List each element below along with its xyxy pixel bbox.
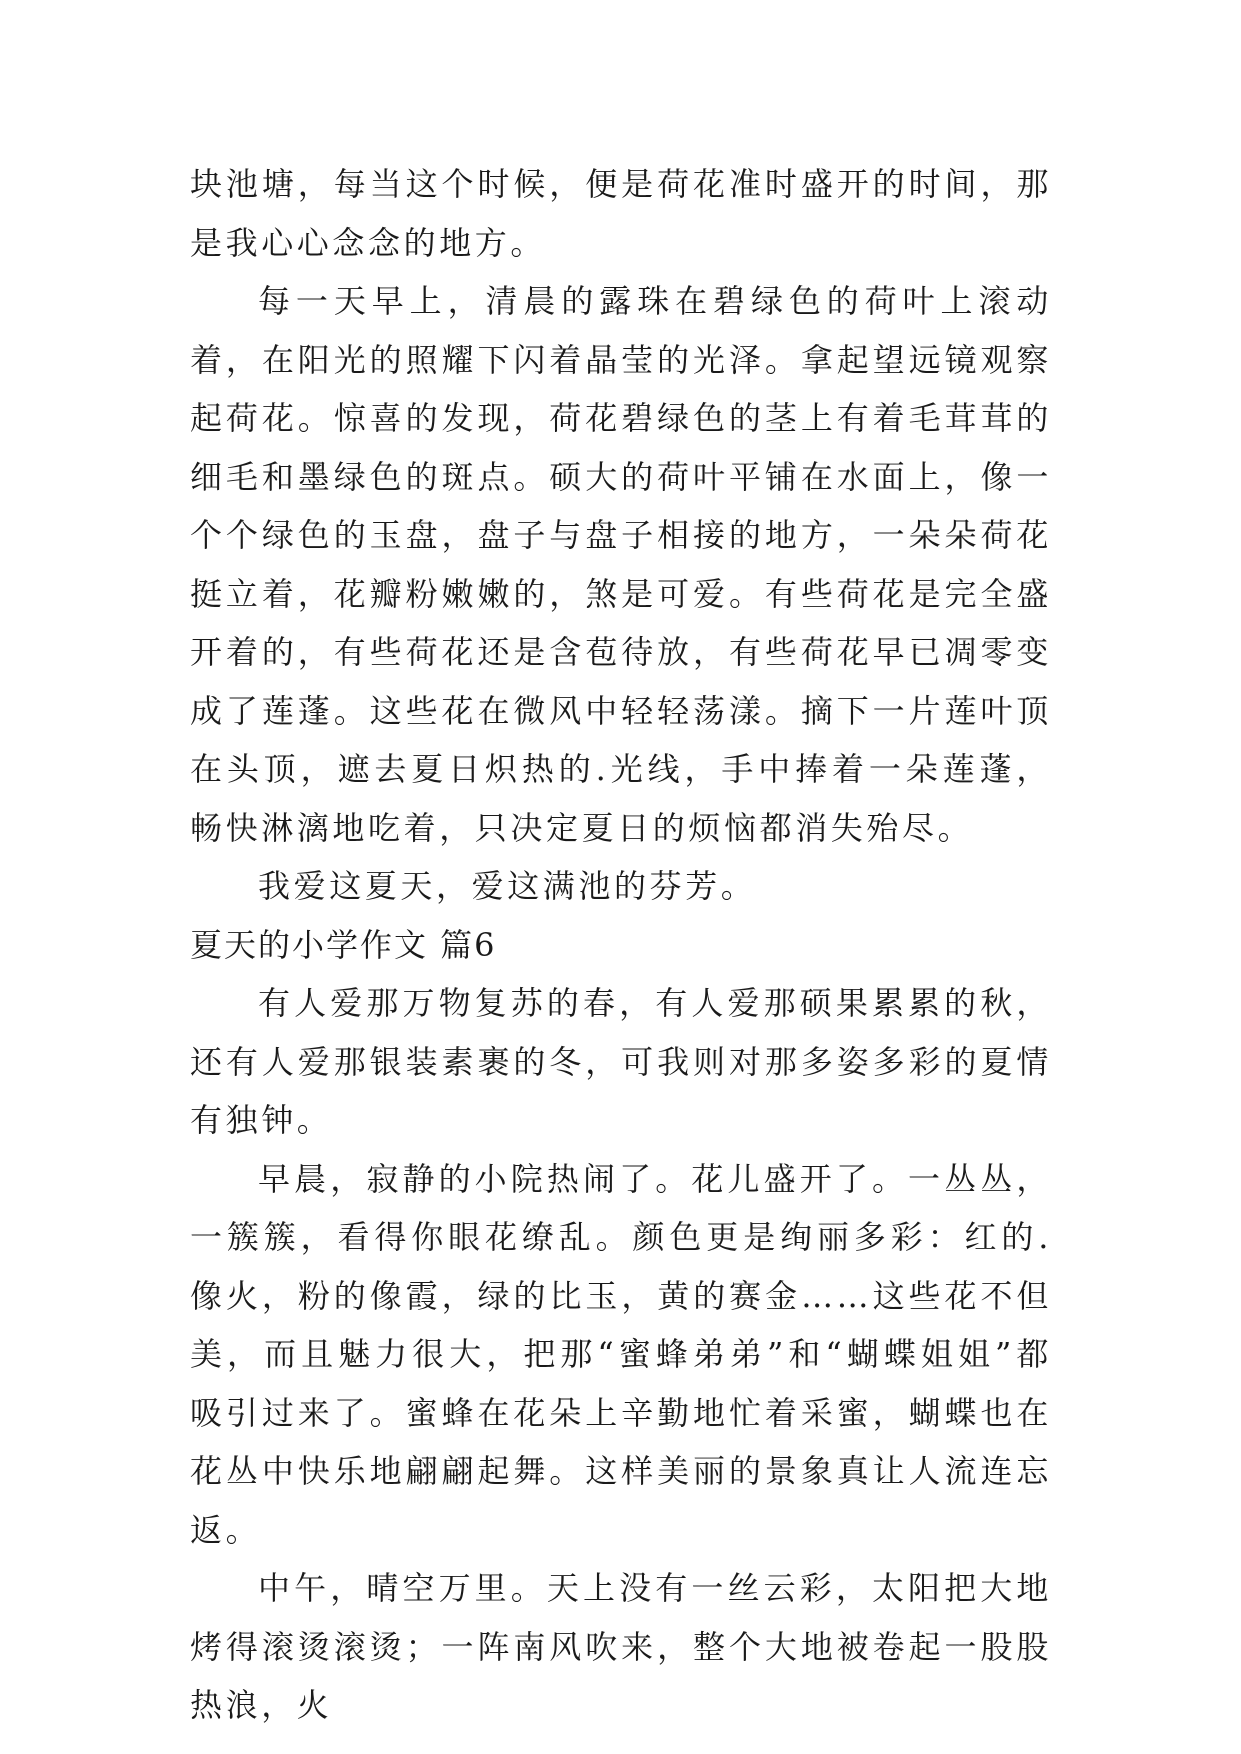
paragraph: 有人爱那万物复苏的春，有人爱那硕果累累的秋，还有人爱那银装素裹的冬，可我则对那多姿多彩的夏情有独钟。 bbox=[190, 984, 1052, 1139]
section-heading: 夏天的小学作文 篇6 bbox=[190, 925, 497, 964]
paragraph: 块池塘，每当这个时候，便是荷花准时盛开的时间，那是我心心念念的地方。 bbox=[190, 165, 1052, 262]
paragraph: 早晨，寂静的小院热闹了。花儿盛开了。一丛丛，一簇簇，看得你眼花缭乱。颜色更是绚丽多彩：红的.像火，粉的像霞，绿的比玉，黄的赛金……这些花不但美，而且魅力很大，把那“蜜蜂弟弟”和“蝴蝶姐姐”都吸引过来了。蜜蜂在花朵上辛勤地忙着采蜜，蝴蝶也在花丛中快乐地翩翩起舞。这样美丽的景象真让人流连忘返。 bbox=[190, 1159, 1052, 1549]
paragraph: 我爱这夏天，爱这满池的芬芳。 bbox=[258, 867, 757, 905]
document-body bbox=[190, 155, 1052, 1735]
paragraph: 每一天早上，清晨的露珠在碧绿色的荷叶上滚动着，在阳光的照耀下闪着晶莹的光泽。拿起望远镜观察起荷花。惊喜的发现，荷花碧绿色的茎上有着毛茸茸的细毛和墨绿色的斑点。硕大的荷叶平铺在水面上，像一个个绿色的玉盘，盘子与盘子相接的地方，一朵朵荷花挺立着，花瓣粉嫩嫩的，煞是可爱。有些荷花是完全盛开着的，有些荷花还是含苞待放，有些荷花早已凋零变成了莲蓬。这些花在微风中轻轻荡漾。摘下一片莲叶顶在头顶，遮去夏日炽热的.光线，手中捧着一朵莲蓬，畅快淋漓地吃着，只决定夏日的烦恼都消失殆尽。 bbox=[190, 282, 1052, 847]
paragraph: 中午，晴空万里。天上没有一丝云彩，太阳把大地烤得滚烫滚烫；一阵南风吹来，整个大地被卷起一股股热浪，火 bbox=[190, 1569, 1052, 1724]
